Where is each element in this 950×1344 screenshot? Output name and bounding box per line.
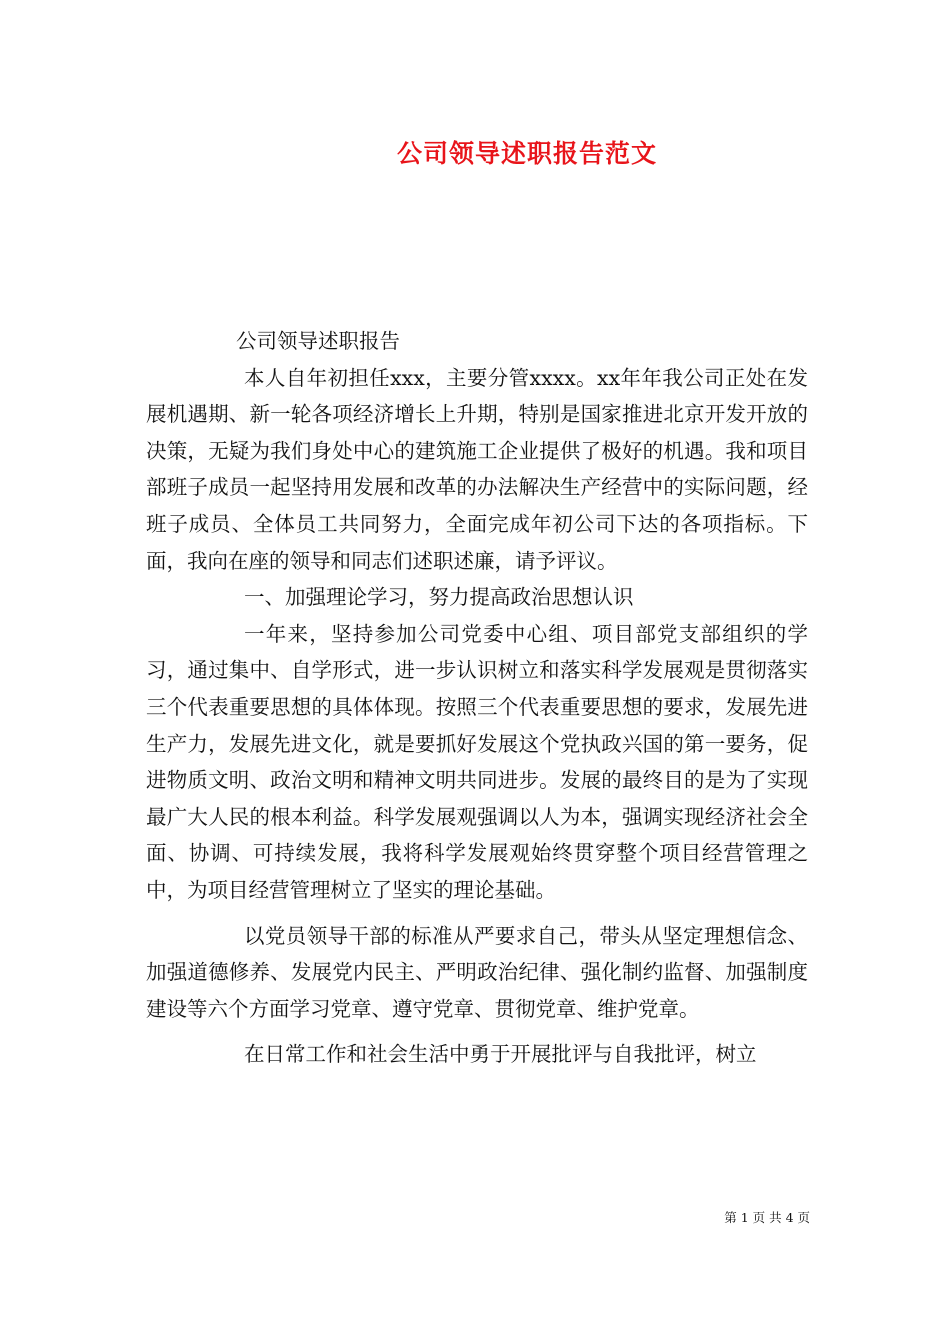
paragraph-party-standard: 以党员领导干部的标准从严要求自己，带头从坚定理想信念、加强道德修养、发展党内民主、严明政治纪律、强化制约监督、加强制度建设等六个方面学习党章、遵守党章、贯彻党章、维护党章。 [146,923,808,1021]
page-footer: 第 1 页 共 4 页 [724,1210,810,1225]
paragraph-intro: 本人自年初担任xxx，主要分管xxxx。xx年年我公司正处在发展机遇期、新一轮各项经济增长上升期，特别是国家推进北京开发开放的决策，无疑为我们身处中心的建筑施工企业提供了极好的机遇。我和项目部班子成员一起坚持用发展和改革的办法解决生产经营中的实际问题，经班子成员、全体员工共同努力，全面完成年初公司下达的各项指标。下面，我向在座的领导和同志们述职述廉，请予评议。 [146,365,808,573]
paragraph-criticism: 在日常工作和社会生活中勇于开展批评与自我批评，树立 [244,1042,757,1067]
section-heading-1: 一、加强理论学习，努力提高政治思想认识 [244,585,634,610]
paragraph-study: 一年来，坚持参加公司党委中心组、项目部党支部组织的学习，通过集中、自学形式，进一步认识树立和落实科学发展观是贯彻落实三个代表重要思想的具体体现。按照三个代表重要思想的要求，发展先进生产力，发展先进文化，就是要抓好发展这个党执政兴国的第一要务，促进物质文明、政治文明和精神文明共同进步。发展的最终目的是为了实现最广大人民的根本利益。科学发展观强调以人为本，强调实现经济社会全面、协调、可持续发展，我将科学发展观始终贯穿整个项目经营管理之中，为项目经营管理树立了坚实的理论基础。 [146,621,808,902]
document-body [146,323,808,1073]
report-subtitle: 公司领导述职报告 [236,329,400,353]
page-title: 公司领导述职报告范文 [396,139,657,168]
